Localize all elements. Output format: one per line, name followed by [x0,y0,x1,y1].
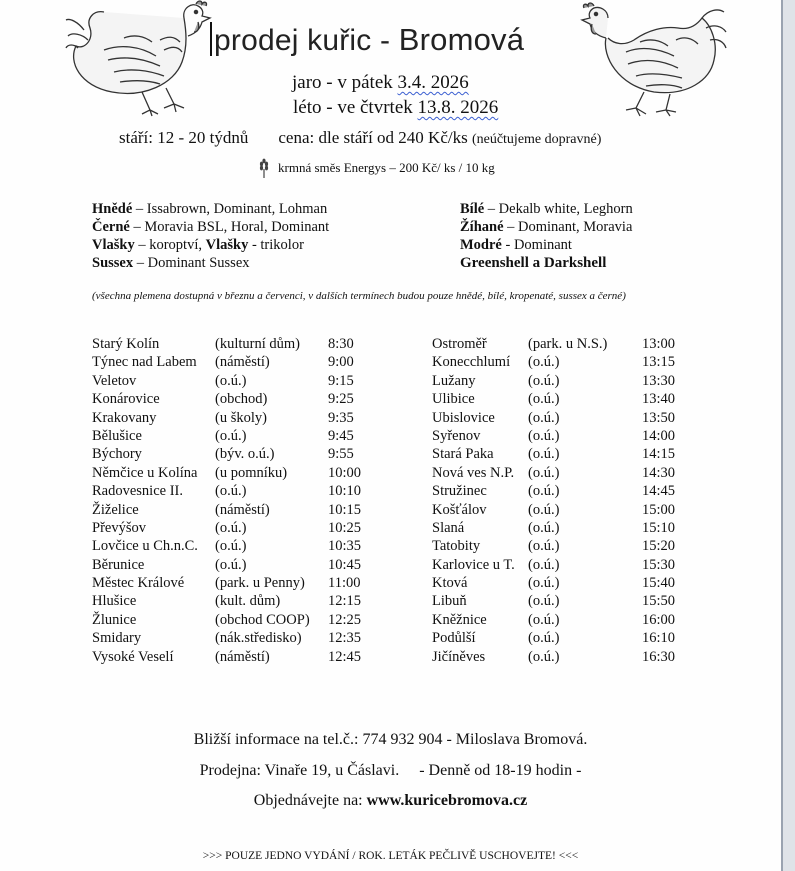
transport-note: (neúčtujeme dopravné) [471,132,602,147]
schedule-time: 9:35 [328,409,354,426]
schedule-place: Ktová [432,575,468,592]
wheat-icon [258,158,270,178]
schedule-row [432,520,682,538]
chicken-left-illustration [64,0,214,118]
schedule-place: Lužany [432,372,476,389]
schedule-where: (o.ú.) [215,427,247,444]
schedule-time: 14:00 [642,427,676,444]
schedule-time: 15:30 [642,556,676,573]
breed-row: Greenshell a Darkshell [460,255,607,271]
schedule-time: 12:45 [328,648,362,665]
schedule-where: (o.ú.) [215,519,247,536]
schedule-where: (o.ú.) [528,427,560,444]
schedule-place: Nová ves N.P. [432,464,515,481]
feed-text: krmná směs Energys – 200 Kč/ ks / 10 kg [278,160,495,175]
schedule-row [92,391,392,409]
phone-line: Bližší informace na tel.č.: 774 932 904 - Miloslava Bromová. [193,731,588,748]
schedule-where: (obchod COOP) [215,611,310,628]
age-price-line [119,128,601,148]
schedule-time: 12:35 [328,630,362,647]
breeds-note: (všechna plemena dostupná v březnu a červenci, v dalších termínech budou pouze hnědé, bílé, kropenaté, sussex a černé) [92,290,626,302]
footer-notice: >>> POUZE JEDNO VYDÁNÍ / ROK. LETÁK PEČLIVĚ USCHOVEJTE! <<< [202,850,579,862]
schedule-row [92,354,392,372]
schedule-time: 11:00 [328,575,361,592]
schedule-place: Lovčice u Ch.n.C. [92,538,198,555]
schedule-time: 10:10 [328,483,362,500]
schedule-row [92,410,392,428]
schedule-place: Starý Kolín [92,336,160,352]
breed-row: Vlašky – koroptví, Vlašky - trikolor [92,237,304,253]
schedule-row [432,538,682,556]
breed-row: Bílé – Dekalb white, Leghorn [460,201,633,217]
schedule-row [92,483,392,501]
schedule-place: Košťálov [432,501,487,518]
title-main: prodej kuřic - [214,24,399,57]
price-text: cena: dle stáří od 240 Kč/ks [278,128,468,147]
schedule-row [432,465,682,483]
schedule-place: Týnec nad Labem [92,354,197,371]
schedule-where: (o.ú.) [528,593,560,610]
schedule-row [92,520,392,538]
schedule-row [92,630,392,648]
breed-row: Sussex – Dominant Sussex [92,255,250,271]
schedule-time: 14:45 [642,483,676,500]
schedule-where: (kulturní dům) [215,336,300,352]
schedule-where: (o.ú.) [528,409,560,426]
schedule-left [92,336,392,667]
breed-row: Hnědé – Issabrown, Dominant, Lohman [92,201,328,217]
schedule-time: 15:00 [642,501,676,518]
schedule-row [432,593,682,611]
schedule-where: (o.ú.) [528,648,560,665]
schedule-row [432,575,682,593]
schedule-place: Slaná [432,519,465,536]
schedule-row [92,446,392,464]
shop-line: Prodejna: Vinaře 19, u Čáslavi. - Denně od 18-19 hodin - [199,762,582,779]
schedule-time: 13:00 [642,336,676,352]
schedule-row [432,446,682,464]
schedule-row [92,593,392,611]
chicken-right-illustration [578,0,728,118]
schedule-time: 9:15 [328,372,354,389]
schedule-where: (o.ú.) [215,538,247,555]
schedule-where: (nák.středisko) [215,630,302,647]
schedule-where: (u pomníku) [215,464,288,481]
feed-line [258,158,495,178]
schedule-where: (o.ú.) [528,501,560,518]
schedule-place: Bělušice [92,427,142,444]
order-line: Objednávejte na: www.kuricebromova.cz [253,792,528,809]
schedule-right [432,336,682,667]
schedule-place: Syřenov [432,427,481,444]
schedule-row [92,465,392,483]
schedule-row [92,428,392,446]
breeds-right [460,200,633,272]
schedule-where: (o.ú.) [528,556,560,573]
schedule-place: Býchory [92,446,142,463]
schedule-place: Ulibice [432,391,475,408]
schedule-time: 13:50 [642,409,676,426]
breed-row: Modré - Dominant [460,237,572,253]
schedule-place: Veletov [92,372,137,389]
schedule-time: 14:30 [642,464,676,481]
schedule-where: (o.ú.) [215,483,247,500]
schedule-place: Konecchlumí [432,354,511,371]
schedule-row [432,630,682,648]
schedule-where: (obchod) [215,391,268,408]
summer-date-line: léto - ve čtvrtek 13.8. 2026 [293,97,499,118]
schedule-place: Žlunice [92,611,137,628]
schedule-where: (o.ú.) [215,556,247,573]
schedule-time: 15:10 [642,519,676,536]
schedule-place: Němčice u Kolína [92,464,198,481]
text-cursor [210,22,212,56]
schedule-place: Ostroměř [432,336,487,352]
schedule-row [92,538,392,556]
schedule-time: 9:25 [328,391,354,408]
schedule-time: 13:15 [642,354,676,371]
schedule-time: 13:40 [642,391,676,408]
schedule-place: Libuň [432,593,467,610]
schedule-row [432,428,682,446]
schedule-where: (kult. dům) [215,593,281,610]
schedule-where: (o.ú.) [528,630,560,647]
schedule-row [432,612,682,630]
schedule-place: Podůlší [432,630,476,647]
schedule-row [92,336,392,354]
schedule-place: Tatobity [432,538,481,555]
schedule-time: 12:25 [328,611,362,628]
schedule-place: Krakovany [92,409,157,426]
schedule-row [92,649,392,667]
schedule-where: (o.ú.) [528,575,560,592]
schedule-place: Radovesnice II. [92,483,183,500]
schedule-row [432,354,682,372]
schedule-time: 10:35 [328,538,362,555]
schedule-time: 12:15 [328,593,362,610]
schedule-place: Konárovice [92,391,160,408]
schedule-time: 10:25 [328,519,362,536]
schedule-place: Stružinec [432,483,487,500]
schedule-time: 10:45 [328,556,362,573]
schedule-place: Stará Paka [432,446,494,463]
schedule-place: Karlovice u T. [432,556,515,573]
schedule-row [432,391,682,409]
breeds-left [92,200,329,272]
breed-row: Žíhané – Dominant, Moravia [460,219,633,235]
schedule-place: Ubislovice [432,409,495,426]
schedule-time: 10:00 [328,464,362,481]
schedule-row [92,373,392,391]
age-text: stáří: 12 - 20 týdnů [119,128,249,147]
schedule-time: 15:20 [642,538,676,555]
schedule-where: (o.ú.) [528,464,560,481]
schedule-row [92,557,392,575]
schedule-row [432,502,682,520]
flyer-title [210,22,524,58]
schedule-place: Převýšov [92,519,146,536]
schedule-time: 16:00 [642,611,676,628]
schedule-where: (o.ú.) [528,354,560,371]
schedule-row [92,612,392,630]
schedule-place: Jičíněves [432,648,486,665]
schedule-where: (náměstí) [215,501,270,518]
schedule-row [432,649,682,667]
schedule-where: (o.ú.) [528,611,560,628]
schedule-place: Hlušice [92,593,137,610]
schedule-time: 9:45 [328,427,354,444]
page-shadow [783,0,795,871]
schedule-row [92,502,392,520]
schedule-time: 16:30 [642,648,676,665]
schedule-where: (park. u Penny) [215,575,305,592]
schedule-place: Vysoké Veselí [92,648,174,665]
schedule-row [432,336,682,354]
schedule-row [92,575,392,593]
schedule-time: 9:55 [328,446,354,463]
breed-row: Černé – Moravia BSL, Horal, Dominant [92,219,330,235]
schedule-place: Běrunice [92,556,145,573]
schedule-time: 15:50 [642,593,676,610]
schedule-where: (park. u N.S.) [528,336,608,352]
schedule-time: 16:10 [642,630,676,647]
schedule-where: (o.ú.) [528,519,560,536]
schedule-row [432,483,682,501]
schedule-row [432,410,682,428]
schedule-time: 9:00 [328,354,354,371]
schedule-time: 15:40 [642,575,676,592]
schedule-time: 10:15 [328,501,362,518]
schedule-place: Kněžnice [432,611,487,628]
schedule-time: 8:30 [328,336,354,352]
schedule-where: (náměstí) [215,648,270,665]
schedule-where: (o.ú.) [528,372,560,389]
spring-date-line: jaro - v pátek 3.4. 2026 [292,72,469,93]
schedule-where: (o.ú.) [528,446,560,463]
website-link[interactable]: www.kuricebromova.cz [366,792,528,809]
schedule-where: (býv. o.ú.) [215,446,275,463]
schedule-place: Žiželice [92,501,139,518]
schedule-place: Smidary [92,630,142,647]
schedule-where: (o.ú.) [528,538,560,555]
schedule-time: 13:30 [642,372,676,389]
title-name: Bromová [398,22,525,57]
schedule-where: (o.ú.) [215,372,247,389]
schedule-where: (o.ú.) [528,483,560,500]
schedule-where: (náměstí) [215,354,270,371]
schedule-where: (u školy) [215,409,267,426]
schedule-place: Městec Králové [92,575,185,592]
schedule-row [432,557,682,575]
schedule-where: (o.ú.) [528,391,560,408]
schedule-row [432,373,682,391]
schedule-time: 14:15 [642,446,676,463]
